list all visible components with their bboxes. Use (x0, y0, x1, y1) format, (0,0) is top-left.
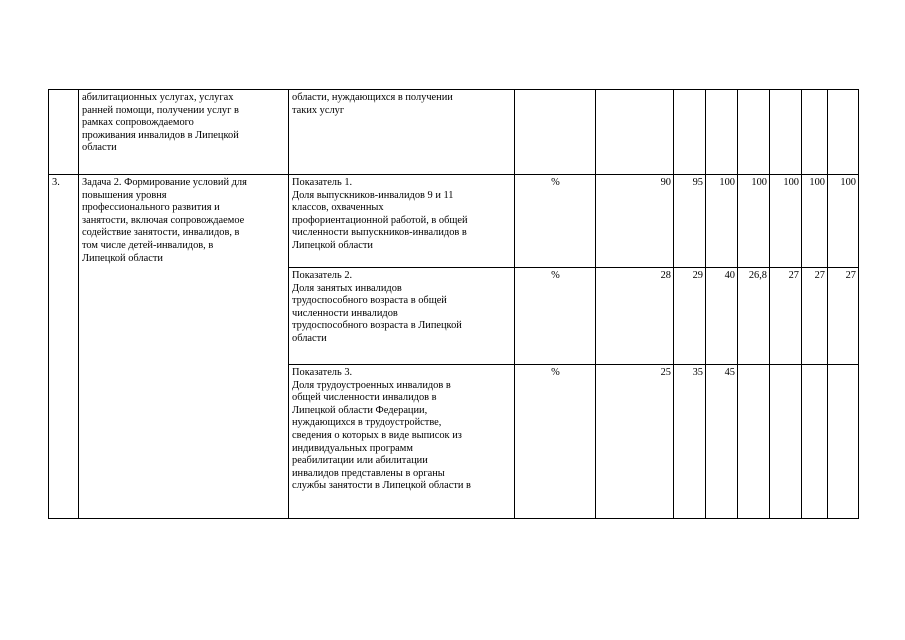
value-cell: 27 (828, 268, 859, 365)
unit-cell: % (515, 365, 596, 519)
indicators-table (48, 89, 859, 519)
value-cell (802, 90, 828, 175)
indicator-text-line: Доля выпускников-инвалидов 9 и 11 (292, 189, 454, 201)
value-cell (828, 90, 859, 175)
value-cell: 27 (802, 268, 828, 365)
task-cell (79, 90, 289, 175)
value-cell (596, 90, 674, 175)
indicator-text-line: реабилитации или абилитации (292, 455, 428, 467)
value-cell: 95 (674, 175, 706, 268)
task-text-line: Липецкой области (82, 252, 163, 264)
indicator-text-line: Доля трудоустроенных инвалидов в (292, 379, 451, 391)
indicator-text-line: Показатель 2. (292, 270, 353, 281)
task-text-line: занятости, включая сопровождаемое (82, 214, 245, 226)
row-number-cell: 3. (49, 175, 79, 519)
value-cell: 100 (770, 175, 802, 268)
task-text-line: ранней помощи, получении услуг в (82, 104, 239, 116)
value-cell: 90 (596, 175, 674, 268)
value-cell (770, 365, 802, 519)
indicator-text-line: таких услуг (292, 104, 345, 116)
value-cell: 100 (706, 175, 738, 268)
table-row (49, 90, 859, 175)
indicator-text-line: области, нуждающихся в получении (292, 92, 453, 103)
indicator-text-line: Показатель 3. (292, 367, 353, 378)
task-text-line: области (82, 142, 117, 154)
value-cell (674, 90, 706, 175)
indicator-text-line: профориентационной работой, в общей (292, 214, 468, 226)
task-text-line: профессионального развития и (82, 202, 220, 214)
value-cell: 100 (802, 175, 828, 268)
indicator-text-line: службы занятости в Липецкой области в (292, 480, 471, 492)
value-cell: 100 (738, 175, 770, 268)
indicator-text-line: трудоспособного возраста в общей (292, 295, 447, 307)
value-cell: 29 (674, 268, 706, 365)
unit-cell: % (515, 268, 596, 365)
task-text-line: абилитационных услугах, услугах (82, 92, 234, 103)
indicator-cell (289, 90, 515, 175)
indicator-text-line: численности инвалидов (292, 307, 398, 319)
value-cell (770, 90, 802, 175)
value-cell (738, 90, 770, 175)
indicator-text-line: Липецкой области (292, 239, 373, 251)
unit-cell (515, 90, 596, 175)
value-cell: 25 (596, 365, 674, 519)
task-text-line: Задача 2. Формирование условий для (82, 177, 247, 188)
indicator-text-line: сведения о которых в виде выписок из (292, 429, 462, 441)
indicator-text-line: Липецкой области Федерации, (292, 404, 428, 416)
indicator-text-line: Показатель 1. (292, 177, 353, 188)
task-text-line: проживания инвалидов в Липецкой (82, 129, 239, 141)
row-number-cell (49, 90, 79, 175)
indicator-text-line: нуждающихся в трудоустройстве, (292, 417, 442, 429)
value-cell: 100 (828, 175, 859, 268)
value-cell: 40 (706, 268, 738, 365)
task-text-line: содействие занятости, инвалидов, в (82, 227, 240, 239)
indicator-text-line: индивидуальных программ (292, 442, 413, 454)
indicator-cell (289, 365, 515, 519)
indicator-text-line: классов, охваченных (292, 202, 384, 214)
indicator-text-line: Доля занятых инвалидов (292, 282, 402, 294)
value-cell (828, 365, 859, 519)
value-cell: 35 (674, 365, 706, 519)
value-cell (738, 365, 770, 519)
value-cell: 45 (706, 365, 738, 519)
indicator-text-line: инвалидов представлены в органы (292, 467, 445, 479)
unit-cell: % (515, 175, 596, 268)
indicator-text-line: численности выпускников-инвалидов в (292, 227, 467, 239)
indicator-text-line: области (292, 332, 327, 344)
value-cell: 26,8 (738, 268, 770, 365)
value-cell: 27 (770, 268, 802, 365)
table-row (49, 175, 859, 268)
indicator-text-line: трудоспособного возраста в Липецкой (292, 320, 462, 332)
indicator-cell (289, 268, 515, 365)
value-cell (802, 365, 828, 519)
indicator-text-line: общей численности инвалидов в (292, 392, 437, 404)
value-cell: 28 (596, 268, 674, 365)
task-text-line: рамках сопровождаемого (82, 117, 194, 129)
task-text-line: том числе детей-инвалидов, в (82, 239, 214, 251)
task-cell (79, 175, 289, 519)
indicator-cell (289, 175, 515, 268)
task-text-line: повышения уровня (82, 189, 167, 201)
value-cell (706, 90, 738, 175)
